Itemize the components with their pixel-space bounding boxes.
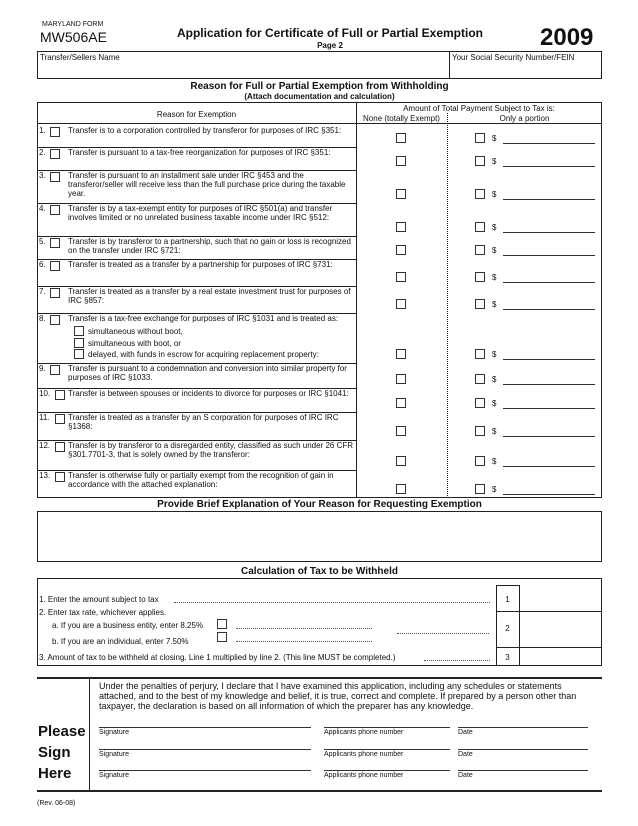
none-exempt-checkbox[interactable]	[396, 156, 406, 166]
portion-checkbox[interactable]	[475, 484, 485, 494]
date-label: Date	[458, 772, 473, 779]
portion-amount-input[interactable]	[503, 359, 595, 360]
phone-line[interactable]	[324, 727, 450, 728]
reason-row-checkbox[interactable]	[50, 205, 60, 215]
portion-amount-input[interactable]	[503, 384, 595, 385]
name-input[interactable]	[40, 64, 440, 77]
reason-row-checkbox[interactable]	[50, 238, 60, 248]
dollar-sign: $	[492, 399, 497, 408]
portion-checkbox[interactable]	[475, 349, 485, 359]
reason-row-text: Transfer is treated as a transfer by a real estate investment trust for purposes of IRC §857:	[68, 287, 351, 305]
phone-label: Applicants phone number	[324, 751, 404, 758]
none-exempt-checkbox[interactable]	[396, 349, 406, 359]
reason-row-text: Transfer is a tax-free exchange for purposes of IRC §1031 and is treated as:	[68, 314, 339, 323]
reason-row-number: 11.	[39, 413, 50, 422]
calc-line2-label: 2. Enter tax rate, whichever applies.	[39, 608, 167, 617]
dollar-sign: $	[492, 223, 497, 232]
none-exempt-checkbox[interactable]	[396, 245, 406, 255]
calc-line2a-label: a. If you are a business entity, enter 8.25%	[52, 621, 204, 630]
none-exempt-checkbox[interactable]	[396, 299, 406, 309]
portion-checkbox[interactable]	[475, 299, 485, 309]
calc-line1-input[interactable]	[521, 587, 600, 609]
reason-row-text: Transfer is between spouses or incidents to divorce for purposes or IRC §1041:	[68, 389, 349, 398]
portion-amount-input[interactable]	[503, 408, 595, 409]
portion-amount-input[interactable]	[503, 436, 595, 437]
sign-text: Sign	[38, 744, 71, 761]
date-label: Date	[458, 729, 473, 736]
reason-section-subtitle: (Attach documentation and calculation)	[244, 92, 395, 101]
dollar-sign: $	[492, 485, 497, 494]
ssn-input[interactable]	[452, 64, 597, 77]
individual-rate-checkbox[interactable]	[217, 632, 227, 642]
reason-row-number: 4.	[39, 204, 46, 213]
portion-amount-input[interactable]	[503, 494, 595, 495]
reason-row-checkbox[interactable]	[50, 127, 60, 137]
reason-row-checkbox[interactable]	[50, 261, 60, 271]
revision-label: (Rev. 06-08)	[37, 800, 76, 807]
calc-line2-input[interactable]	[521, 613, 600, 645]
portion-checkbox[interactable]	[475, 189, 485, 199]
portion-amount-input[interactable]	[503, 309, 595, 310]
dollar-sign: $	[492, 273, 497, 282]
reason-row-checkbox[interactable]	[50, 315, 60, 325]
reason-row-text: Transfer is pursuant to a tax-free reorganization for purposes of IRC §351:	[68, 148, 331, 157]
none-exempt-checkbox[interactable]	[396, 426, 406, 436]
col-portion-header: Only a portion	[499, 114, 550, 123]
col-amount-header: Amount of Total Payment Subject to Tax is:	[403, 104, 555, 113]
portion-checkbox[interactable]	[475, 156, 485, 166]
calc-line3-label: 3. Amount of tax to be withheld at closing. Line 1 multiplied by line 2. (This line MUST be completed.)	[39, 653, 396, 662]
dollar-sign: $	[492, 375, 497, 384]
reason-row-text: Transfer is treated as a transfer by a partnership for purposes of IRC §731:	[68, 260, 333, 269]
portion-checkbox[interactable]	[475, 398, 485, 408]
portion-amount-input[interactable]	[503, 255, 595, 256]
please-text: Please	[38, 723, 86, 740]
reason-row-number: 3.	[39, 171, 46, 180]
signature-line[interactable]	[99, 770, 311, 771]
reason-row-checkbox[interactable]	[50, 288, 60, 298]
calc-box3-label: 3	[505, 653, 510, 662]
portion-amount-input[interactable]	[503, 199, 595, 200]
portion-amount-input[interactable]	[503, 282, 595, 283]
portion-checkbox[interactable]	[475, 426, 485, 436]
dollar-sign: $	[492, 457, 497, 466]
reason-row-text: Transfer is by transferor to a partnership, such that no gain or loss is recognized on the transfer under IRC §721:	[68, 237, 351, 255]
dollar-sign: $	[492, 157, 497, 166]
dollar-sign: $	[492, 350, 497, 359]
reason-row-text: Transfer is by a tax-exempt entity for purposes of IRC §501(a) and transfer involves limited or no unrelated business taxable income under IRC §512:	[68, 204, 333, 222]
reason-row-checkbox[interactable]	[50, 172, 60, 182]
signature-label: Signature	[99, 772, 129, 779]
col-none-header: None (totally Exempt)	[363, 114, 440, 123]
reason-section-title: Reason for Full or Partial Exemption from Withholding	[190, 81, 449, 92]
exchange-option-checkbox[interactable]	[74, 338, 84, 348]
form-number: MW506AE	[40, 29, 107, 45]
calc-box2-label: 2	[505, 624, 510, 633]
ssn-label: Your Social Security Number/FEIN	[452, 53, 575, 62]
phone-line[interactable]	[324, 770, 450, 771]
calculation-title: Calculation of Tax to be Withheld	[241, 566, 398, 577]
reason-row-checkbox[interactable]	[55, 472, 65, 482]
reason-row-checkbox[interactable]	[55, 414, 65, 424]
phone-label: Applicants phone number	[324, 729, 404, 736]
portion-checkbox[interactable]	[475, 222, 485, 232]
name-label: Transfer/Sellers Name	[40, 53, 120, 62]
none-exempt-checkbox[interactable]	[396, 133, 406, 143]
perjury-declaration: Under the penalties of perjury, I declare that I have examined this application, including any schedules or statements attached, and to the best of my knowledge and belief, it is true, correct and complete. If prepared by a person other than taxpayer, the declaration is based on all information of which the preparer has any knowledge.	[99, 681, 577, 711]
exchange-option-label: simultaneous without boot,	[88, 327, 183, 336]
reason-row-number: 13.	[39, 471, 51, 480]
reason-row-number: 10.	[39, 389, 51, 398]
reason-row-number: 1.	[39, 126, 46, 135]
explanation-title: Provide Brief Explanation of Your Reason for Requesting Exemption	[157, 499, 482, 510]
calc-line1-label: 1. Enter the amount subject to tax	[39, 595, 159, 604]
exchange-option-label: simultaneous with boot, or	[88, 339, 181, 348]
col-reason-header: Reason for Exemption	[156, 110, 237, 119]
reason-row-checkbox[interactable]	[55, 442, 65, 452]
signature-label: Signature	[99, 729, 129, 736]
none-exempt-checkbox[interactable]	[396, 374, 406, 384]
dollar-sign: $	[492, 427, 497, 436]
exchange-option-checkbox[interactable]	[74, 326, 84, 336]
reason-row-checkbox[interactable]	[55, 390, 65, 400]
reason-row-number: 5.	[39, 237, 46, 246]
none-exempt-checkbox[interactable]	[396, 398, 406, 408]
portion-amount-input[interactable]	[503, 143, 595, 144]
exchange-option-checkbox[interactable]	[74, 349, 84, 359]
reason-row-number: 6.	[39, 260, 46, 269]
portion-checkbox[interactable]	[475, 374, 485, 384]
calc-line3-input[interactable]	[521, 649, 600, 664]
calc-box1-label: 1	[505, 595, 510, 604]
reason-row-text: Transfer is by transferor to a disregarded entity, classified as such under 26 CFR §301.7701-3, that is solely owned by the transferor:	[68, 441, 354, 459]
portion-checkbox[interactable]	[475, 245, 485, 255]
reason-row-number: 12.	[39, 441, 51, 450]
date-label: Date	[458, 751, 473, 758]
reason-row-number: 2.	[39, 148, 46, 157]
none-exempt-checkbox[interactable]	[396, 222, 406, 232]
reason-row-text: Transfer is pursuant to a condemnation and conversion into similar property for purposes of IRC §1033.	[68, 364, 347, 382]
reason-row-text: Transfer is pursuant to an installment sale under IRC §453 and the transferor/seller will receive less than the full purchase price during the taxable year.	[68, 171, 346, 198]
none-exempt-checkbox[interactable]	[396, 189, 406, 199]
reason-row-text: Transfer is to a corporation controlled by transferor for purposes of IRC §351:	[68, 126, 342, 135]
reason-row-checkbox[interactable]	[50, 149, 60, 159]
none-exempt-checkbox[interactable]	[396, 484, 406, 494]
portion-amount-input[interactable]	[503, 166, 595, 167]
dollar-sign: $	[492, 246, 497, 255]
form-year: 2009	[540, 24, 594, 51]
reason-row-text: Transfer is otherwise fully or partially exempt from the recognition of gain in accordance with the attached explanation:	[68, 471, 334, 489]
phone-label: Applicants phone number	[324, 772, 404, 779]
signature-line[interactable]	[99, 727, 311, 728]
portion-amount-input[interactable]	[503, 466, 595, 467]
reason-row-number: 8.	[39, 314, 46, 323]
signature-label: Signature	[99, 751, 129, 758]
dollar-sign: $	[492, 190, 497, 199]
reason-row-text: Transfer is treated as a transfer by an S corporation for purposes of IRC IRC §1368:	[68, 413, 339, 431]
none-exempt-checkbox[interactable]	[396, 456, 406, 466]
date-line[interactable]	[458, 749, 588, 750]
reason-row-number: 7.	[39, 287, 46, 296]
explanation-textarea[interactable]	[37, 511, 602, 562]
portion-checkbox[interactable]	[475, 456, 485, 466]
reason-row-checkbox[interactable]	[50, 365, 60, 375]
calc-line2b-label: b. If you are an individual, enter 7.50%	[52, 637, 189, 646]
exchange-option-label: delayed, with funds in escrow for acquiring replacement property:	[88, 350, 319, 359]
reason-row-number: 9.	[39, 364, 46, 373]
form-label: MARYLAND FORM	[42, 21, 104, 28]
date-line[interactable]	[458, 770, 588, 771]
phone-line[interactable]	[324, 749, 450, 750]
business-rate-checkbox[interactable]	[217, 619, 227, 629]
dollar-sign: $	[492, 134, 497, 143]
portion-amount-input[interactable]	[503, 232, 595, 233]
page-number: Page 2	[317, 41, 343, 50]
here-text: Here	[38, 765, 72, 782]
date-line[interactable]	[458, 727, 588, 728]
dollar-sign: $	[492, 300, 497, 309]
portion-checkbox[interactable]	[475, 272, 485, 282]
page-title: Application for Certificate of Full or Partial Exemption	[176, 26, 484, 40]
portion-checkbox[interactable]	[475, 133, 485, 143]
signature-line[interactable]	[99, 749, 311, 750]
none-exempt-checkbox[interactable]	[396, 272, 406, 282]
